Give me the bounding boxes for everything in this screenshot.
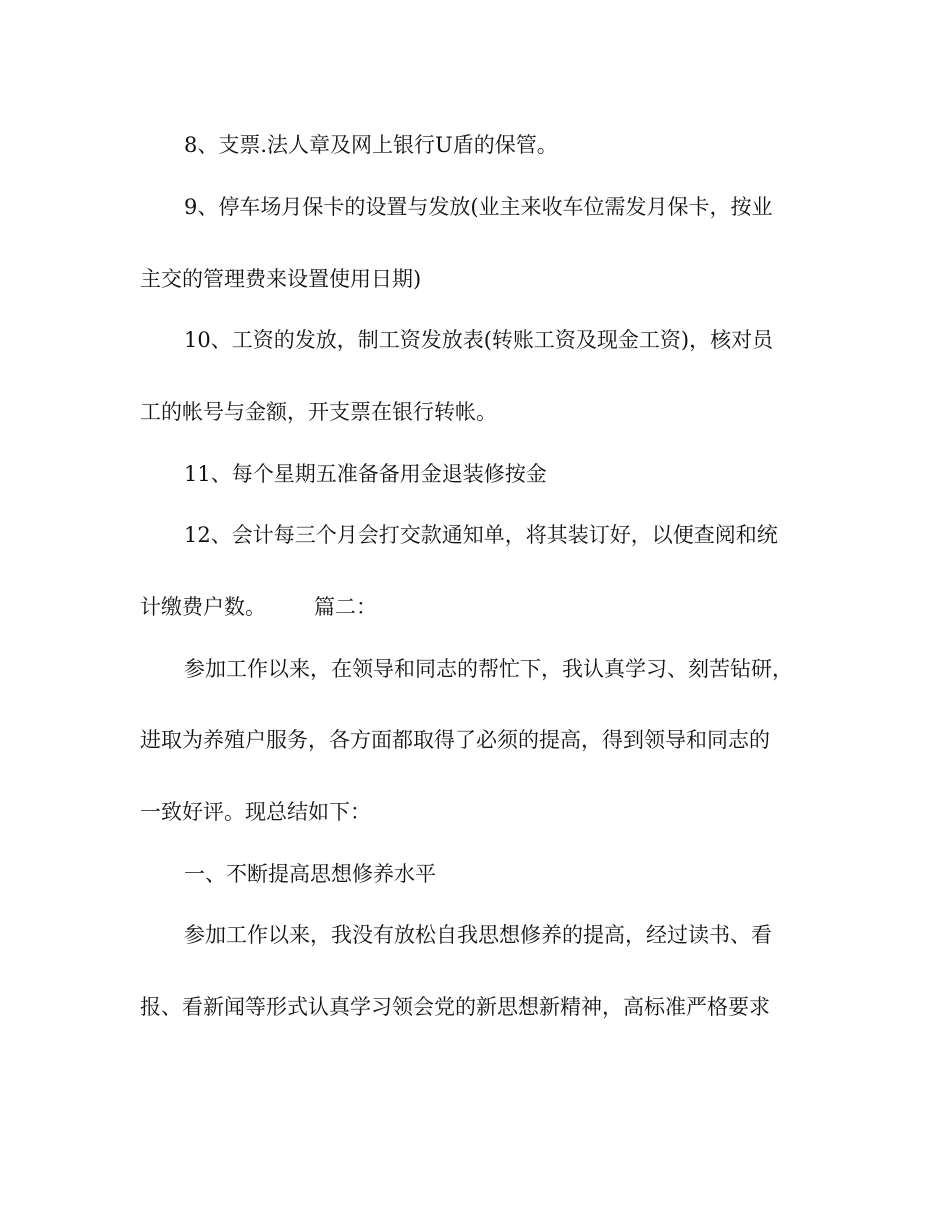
paragraph-line-11: 11、每个星期五准备备用金退装修按金 bbox=[184, 462, 547, 486]
paragraph-intro-line-3: 一致好评。现总结如下： bbox=[140, 800, 371, 824]
section-heading-part-two: 篇二： bbox=[314, 595, 377, 619]
paragraph-line-12: 12、会计每三个月会打交款通知单，将其装订好，以便查阅和统 bbox=[184, 523, 778, 547]
subheading-thought: 一、不断提高思想修养水平 bbox=[184, 862, 436, 886]
paragraph-thought-line-2: 报、看新闻等形式认真学习领会党的新思想新精神，高标准严格要求 bbox=[140, 995, 770, 1019]
paragraph-line-12-cont bbox=[140, 593, 377, 621]
paragraph-line-8: 8、支票.法人章及网上银行U盾的保管。 bbox=[184, 133, 558, 157]
paragraph-line-9: 9、停车场月保卡的设置与发放(业主来收车位需发月保卡，按业 bbox=[184, 195, 773, 219]
paragraph-line-10-cont: 工的帐号与金额，开支票在银行转帐。 bbox=[140, 400, 497, 424]
paragraph-intro-line-2: 进取为养殖户服务，各方面都取得了必须的提高，得到领导和同志的 bbox=[140, 728, 770, 752]
paragraph-intro-line-1: 参加工作以来，在领导和同志的帮忙下，我认真学习、刻苦钻研， bbox=[184, 657, 793, 681]
paragraph-line-9-cont: 主交的管理费来设置使用日期) bbox=[140, 267, 422, 291]
paragraph-line-10: 10、工资的发放，制工资发放表(转账工资及现金工资)，核对员 bbox=[184, 328, 774, 352]
paragraph-line-12-tail: 计缴费户数。 bbox=[140, 595, 266, 619]
paragraph-thought-line-1: 参加工作以来，我没有放松自我思想修养的提高，经过读书、看 bbox=[184, 923, 772, 947]
